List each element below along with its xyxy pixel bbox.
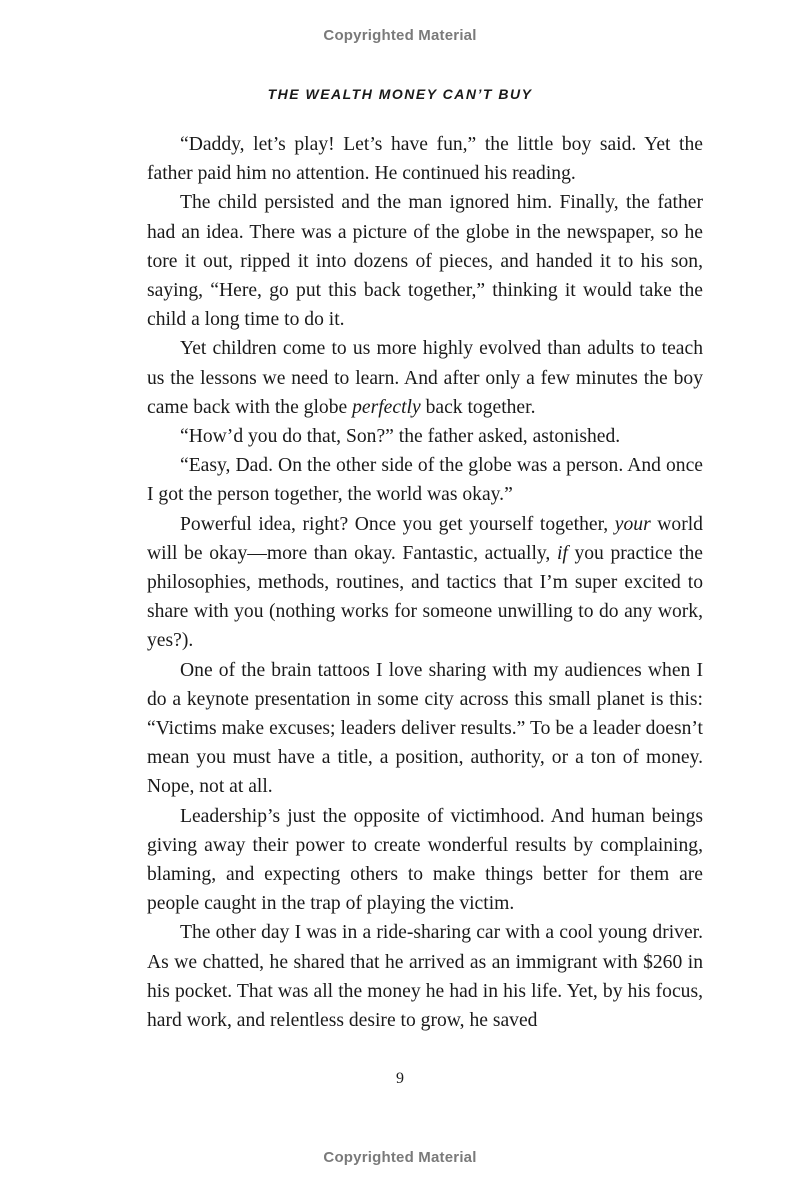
paragraph (147, 334, 703, 422)
text-run: The other day I was in a ride-sharing car with a cool young driver. As we chatted, he shared that he arrived as an immigrant with $260 in his pocket. That was all the money he had in his life. Yet, by his focus, hard work, and relentless desire to grow, he saved (147, 922, 703, 1032)
text-run: “How’d you do that, Son?” the father asked, astonished. (180, 426, 621, 448)
text-run: One of the brain tattoos I love sharing with my audiences when I do a keynote presentation in some city across this small planet is this: “Victims make excuses; leaders deliver results.” To be a leader doesn’t mean you must have a title, a position, authority, or a ton of money. Nope, not at all. (147, 659, 703, 798)
copyright-watermark-bottom: Copyrighted Material (323, 1149, 477, 1166)
paragraph (147, 656, 703, 802)
running-head: THE WEALTH MONEY CAN’T BUY (267, 86, 533, 102)
text-run: Powerful idea, right? Once you get yourself together, (180, 513, 615, 535)
paragraph (147, 130, 703, 188)
text-run: world will be okay—more than okay. Fantastic, actually, (147, 513, 703, 564)
paragraph (147, 510, 703, 656)
italic-text: if (556, 542, 568, 564)
body-text (147, 130, 703, 1035)
paragraph (147, 422, 703, 451)
page-number: 9 (396, 1070, 404, 1087)
text-run: back together. (420, 396, 536, 418)
copyright-watermark-top: Copyrighted Material (323, 27, 477, 44)
text-run: Yet children come to us more highly evolved than adults to teach us the lessons we need to learn. And after only a few minutes the boy came back with the globe (147, 338, 703, 418)
text-run: “Daddy, let’s play! Let’s have fun,” the little boy said. Yet the father paid him no attention. He continued his reading. (147, 134, 703, 185)
text-run: you practice the philosophies, methods, routines, and tactics that I’m super excited to share with you (nothing works for someone unwilling to do any work, yes?). (147, 542, 703, 652)
paragraph (147, 188, 703, 334)
text-run: The child persisted and the man ignored him. Finally, the father had an idea. There was a picture of the globe in the newspaper, so he tore it out, ripped it into dozens of pieces, and handed it to his son, saying, “Here, go put this back together,” thinking it would take the child a long time to do it. (147, 192, 703, 331)
italic-text: perfectly (352, 396, 421, 418)
paragraph (147, 802, 703, 919)
italic-text: your (614, 513, 651, 535)
text-run: Leadership’s just the opposite of victimhood. And human beings giving away their power to create wonderful results by complaining, blaming, and expecting others to make things better for them are people caught in the trap of playing the victim. (147, 805, 703, 915)
paragraph (147, 918, 703, 1035)
paragraph (147, 451, 703, 509)
text-run: “Easy, Dad. On the other side of the globe was a person. And once I got the person together, the world was okay.” (147, 455, 703, 506)
